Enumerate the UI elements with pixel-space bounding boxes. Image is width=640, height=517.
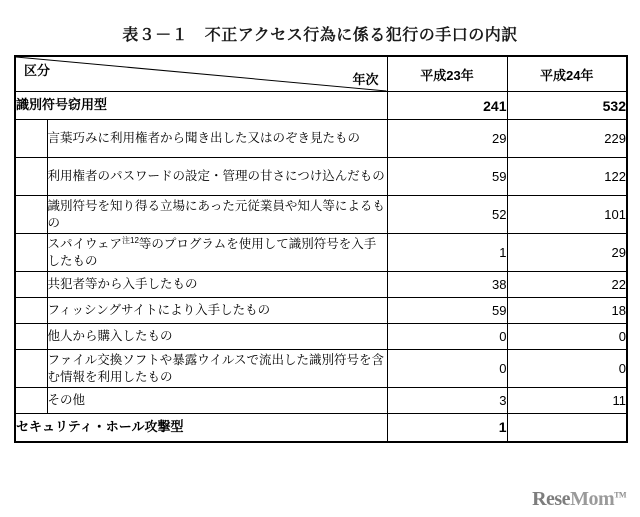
row-label-sub-4-post: 等のプログラムを使用して識別符号を入手したもの [47, 237, 377, 268]
row-value-2012: 122 [507, 158, 627, 196]
header-col-axis-label: 年次 [352, 72, 379, 87]
row-value-2011: 3 [387, 388, 507, 414]
row-indent-spacer [15, 388, 47, 414]
table-row [15, 120, 627, 158]
header-row-axis-label: 区分 [24, 63, 51, 78]
row-label-sub-4 [47, 234, 387, 272]
header-column-2012: 平成24年 [507, 56, 627, 92]
table-row [15, 158, 627, 196]
table-row [15, 196, 627, 234]
header-column-2011: 平成23年 [387, 56, 507, 92]
row-value-2012: 0 [507, 324, 627, 350]
row-value-2011: 59 [387, 158, 507, 196]
row-value-2011: 0 [387, 324, 507, 350]
row-value-2011: 52 [387, 196, 507, 234]
row-label-sub-6: フィッシングサイトにより入手したもの [47, 298, 387, 324]
row-value-2012 [507, 414, 627, 442]
row-indent-spacer [15, 298, 47, 324]
row-value-2011: 59 [387, 298, 507, 324]
footnote-marker: 注12 [122, 236, 139, 246]
row-value-2012: 0 [507, 350, 627, 388]
row-value-2012: 22 [507, 272, 627, 298]
table-row [15, 324, 627, 350]
row-label-sub-7: 他人から購入したもの [47, 324, 387, 350]
row-label-sub-9: その他 [47, 388, 387, 414]
row-value-2012: 11 [507, 388, 627, 414]
watermark-tm: TM [614, 490, 626, 500]
row-label-sub-4-pre: スパイウェア [47, 237, 123, 252]
row-indent-spacer [15, 158, 47, 196]
row-value-2012: 29 [507, 234, 627, 272]
table-row [15, 92, 627, 120]
watermark-logo [532, 488, 626, 511]
table-header-row [15, 56, 627, 92]
row-value-2011: 38 [387, 272, 507, 298]
table-row [15, 388, 627, 414]
row-value-2012: 229 [507, 120, 627, 158]
diagonal-divider-icon [16, 57, 387, 91]
row-value-2011: 1 [387, 234, 507, 272]
table-row [15, 414, 627, 442]
header-axis-cell [15, 56, 387, 92]
row-label-sub-1: 言葉巧みに利用権者から聞き出した又はのぞき見たもの [47, 120, 387, 158]
row-indent-spacer [15, 324, 47, 350]
row-value-2011: 1 [387, 414, 507, 442]
table-row [15, 234, 627, 272]
row-label-category-1: 識別符号窃用型 [15, 92, 387, 120]
row-value-2011: 241 [387, 92, 507, 120]
row-value-2012: 532 [507, 92, 627, 120]
watermark-part-1: Rese [532, 488, 571, 510]
row-indent-spacer [15, 272, 47, 298]
row-label-sub-5: 共犯者等から入手したもの [47, 272, 387, 298]
row-indent-spacer [15, 196, 47, 234]
row-indent-spacer [15, 120, 47, 158]
row-label-sub-3: 識別符号を知り得る立場にあった元従業員や知人等によるもの [47, 196, 387, 234]
table-row [15, 272, 627, 298]
row-label-sub-2: 利用権者のパスワードの設定・管理の甘さにつけ込んだもの [47, 158, 387, 196]
breakdown-table [14, 55, 628, 443]
row-label-sub-8: ファイル交換ソフトや暴露ウイルスで流出した識別符号を含む情報を利用したもの [47, 350, 387, 388]
row-value-2011: 29 [387, 120, 507, 158]
row-indent-spacer [15, 350, 47, 388]
watermark-part-2: Mom [570, 488, 615, 510]
row-value-2011: 0 [387, 350, 507, 388]
row-value-2012: 101 [507, 196, 627, 234]
table-row [15, 350, 627, 388]
row-indent-spacer [15, 234, 47, 272]
row-label-category-2: セキュリティ・ホール攻撃型 [15, 414, 387, 442]
row-value-2012: 18 [507, 298, 627, 324]
table-row [15, 298, 627, 324]
page-title: 表３－１ 不正アクセス行為に係る犯行の手口の内訳 [122, 27, 518, 44]
